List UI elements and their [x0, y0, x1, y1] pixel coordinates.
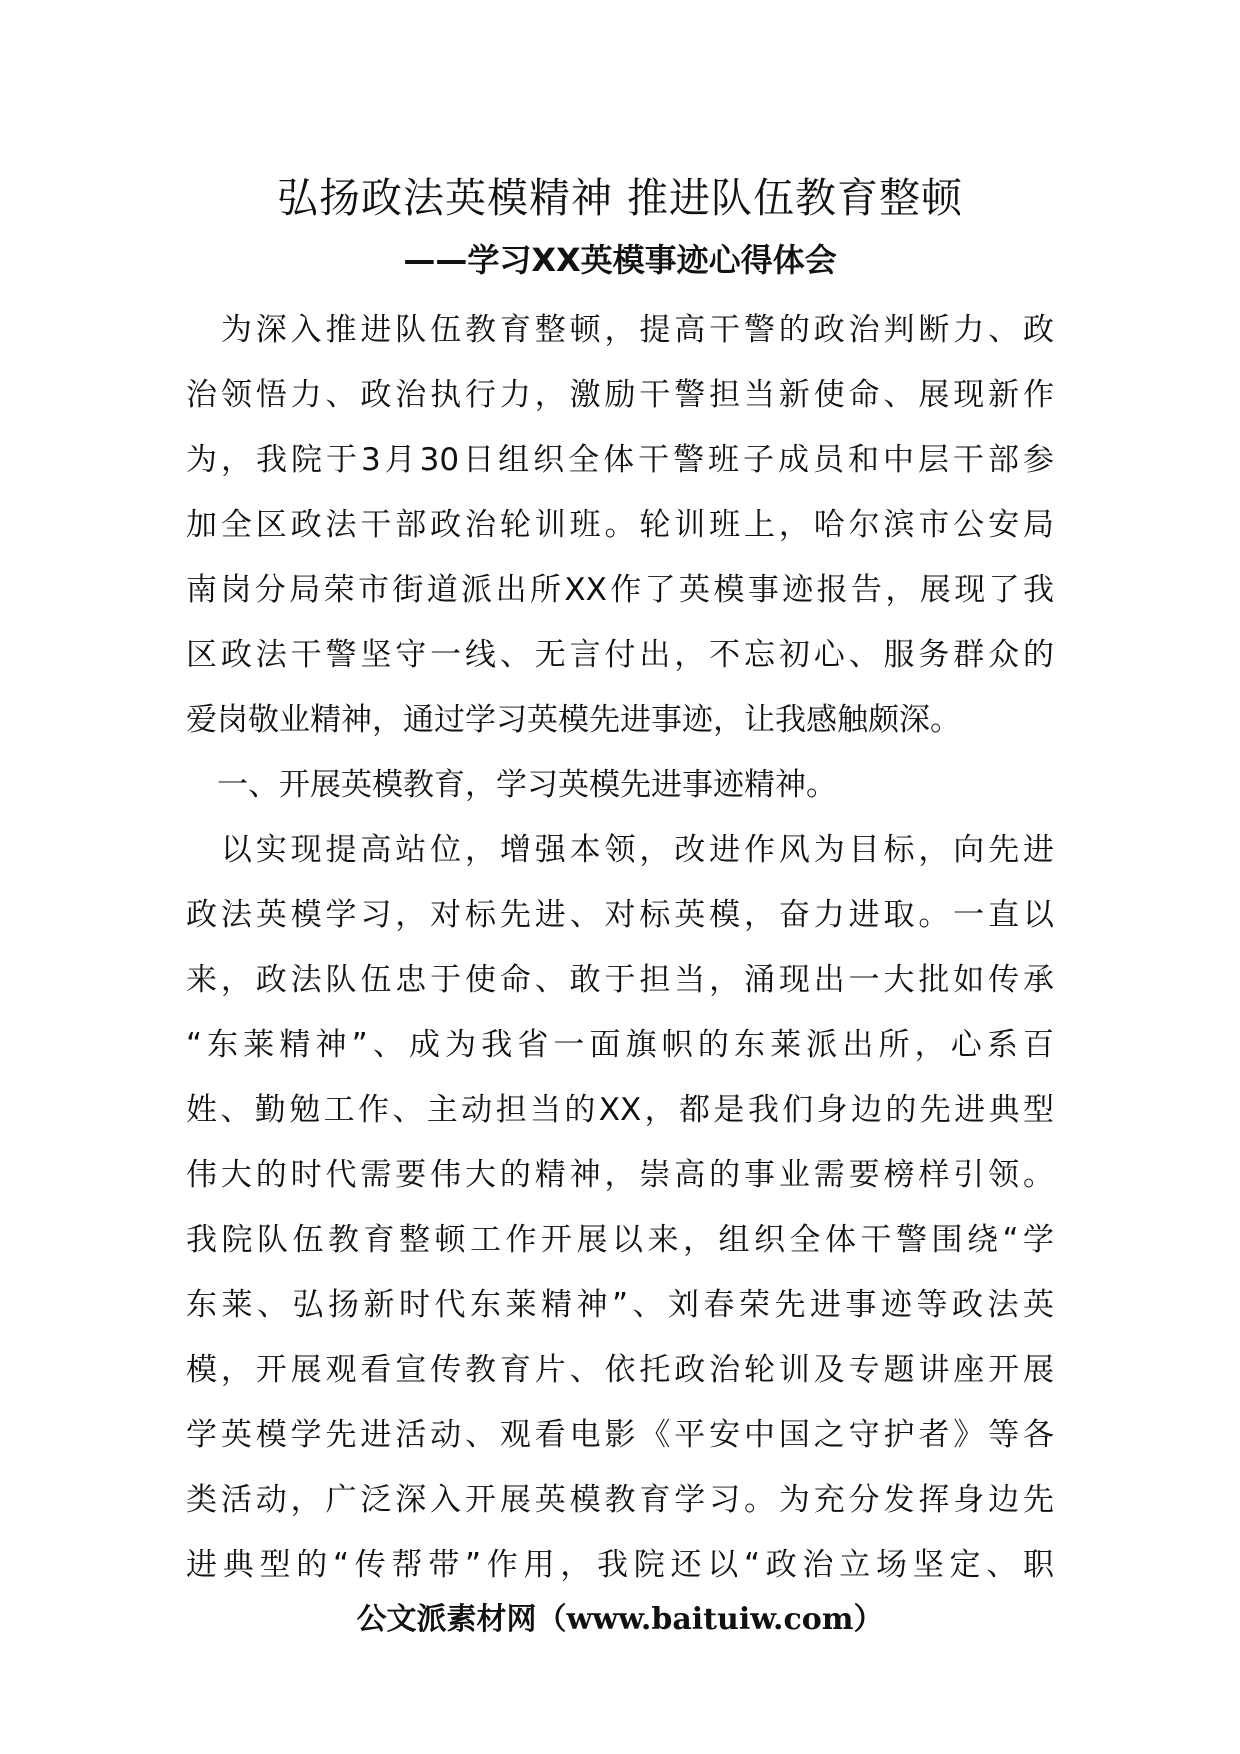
body-line: 来，政法队伍忠于使命、敢于担当，涌现出一大批如传承 [186, 962, 1054, 998]
body-line: 加全区政法干部政治轮训班。轮训班上，哈尔滨市公安局 [186, 507, 1054, 543]
body-line: 一、开展英模教育，学习英模先进事迹精神。 [186, 767, 837, 803]
body-line: 模，开展观看宣传教育片、依托政治轮训及专题讲座开展 [186, 1352, 1054, 1388]
body-line: “东莱精神”、成为我省一面旗帜的东莱派出所，心系百 [186, 1027, 1054, 1063]
body-line: 为深入推进队伍教育整顿，提高干警的政治判断力、政 [186, 312, 1054, 348]
body-line: 以实现提高站位，增强本领，改进作风为目标，向先进 [186, 832, 1054, 868]
body-line: 南岗分局荣市街道派出所XX作了英模事迹报告，展现了我 [186, 572, 1054, 608]
document-body [186, 298, 1054, 1598]
body-line: 类活动，广泛深入开展英模教育学习。为充分发挥身边先 [186, 1482, 1054, 1518]
body-line: 区政法干警坚守一线、无言付出，不忘初心、服务群众的 [186, 637, 1054, 673]
body-line: 学英模学先进活动、观看电影《平安中国之守护者》等各 [186, 1417, 1054, 1453]
body-line: 为，我院于3月30日组织全体干警班子成员和中层干部参 [186, 442, 1054, 478]
document-subtitle: ——学习XX英模事迹心得体会 [403, 241, 837, 279]
body-line: 治领悟力、政治执行力，激励干警担当新使命、展现新作 [186, 377, 1054, 413]
body-line: 我院队伍教育整顿工作开展以来，组织全体干警围绕“学 [186, 1222, 1054, 1258]
body-line: 进典型的“传帮带”作用，我院还以“政治立场坚定、职 [186, 1547, 1054, 1583]
body-line: 政法英模学习，对标先进、对标英模，奋力进取。一直以 [186, 897, 1054, 933]
body-line: 伟大的时代需要伟大的精神，崇高的事业需要榜样引领。 [186, 1157, 1054, 1193]
document-title: 弘扬政法英模精神 推进队伍教育整顿 [276, 174, 964, 222]
body-line: 姓、勤勉工作、主动担当的XX，都是我们身边的先进典型 [186, 1092, 1054, 1128]
source-watermark-footer: 公文派素材网（www.baituiw.com） [356, 1602, 884, 1637]
body-line: 爱岗敬业精神，通过学习英模先进事迹，让我感触颇深。 [186, 702, 961, 738]
body-line: 东莱、弘扬新时代东莱精神”、刘春荣先进事迹等政法英 [186, 1287, 1054, 1323]
